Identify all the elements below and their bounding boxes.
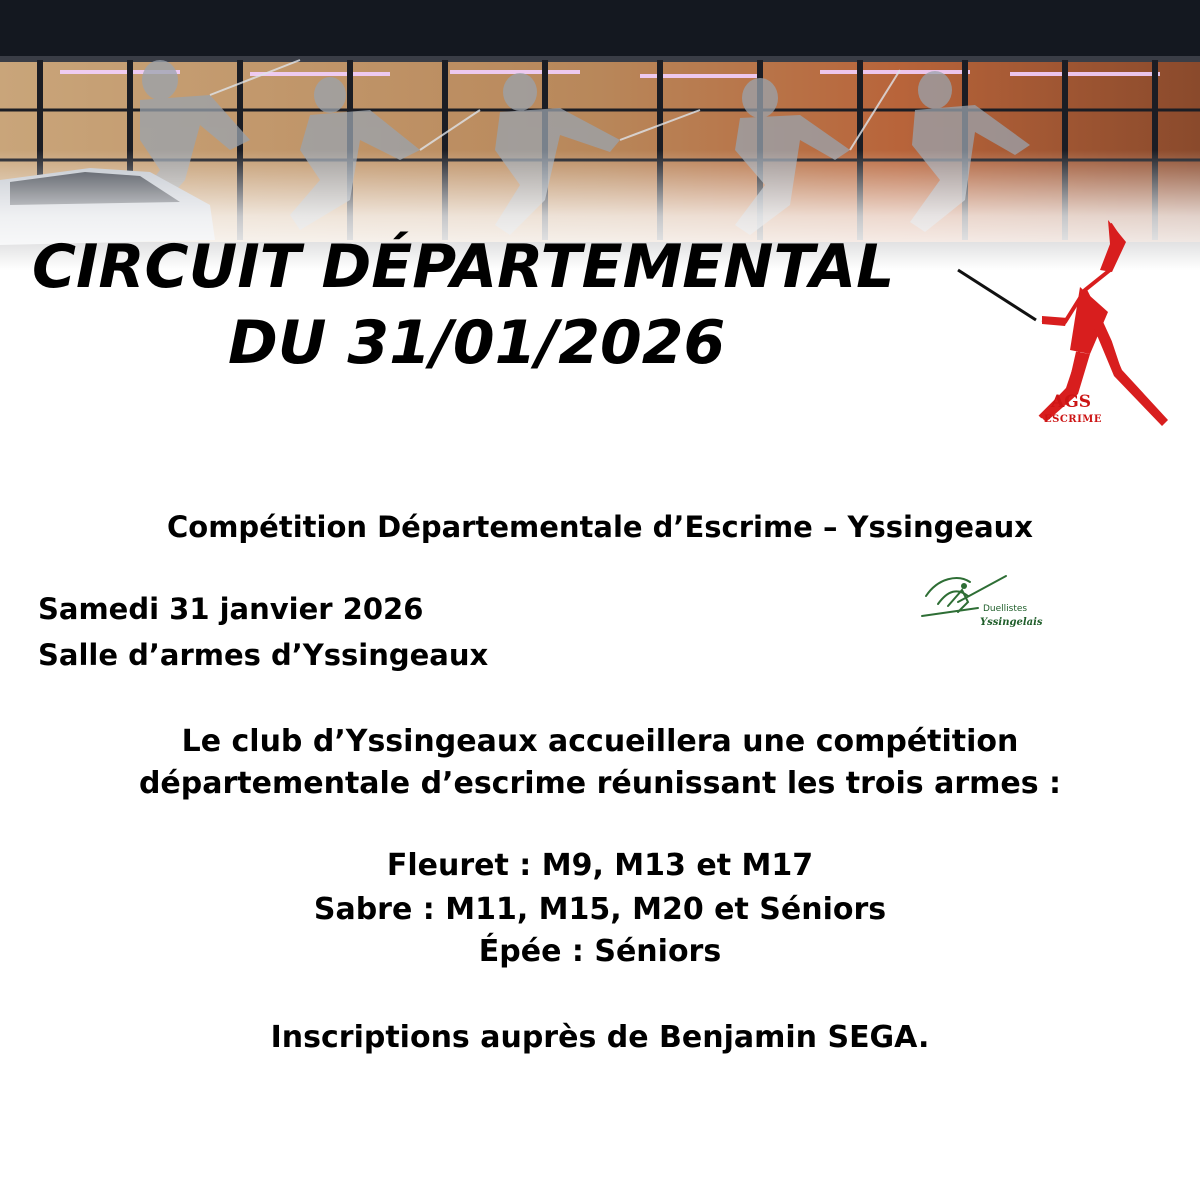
duellistes-logo-text: Duellistes bbox=[983, 604, 1028, 614]
weapon-epee: Épée : Séniors bbox=[478, 934, 722, 969]
ags-logo-text: AGS bbox=[1051, 392, 1091, 412]
event-venue: Salle d’armes d’Yssingeaux bbox=[38, 638, 489, 672]
event-date: Samedi 31 janvier 2026 bbox=[38, 592, 424, 626]
duellistes-logo-subtext: Yssingelais bbox=[980, 617, 1043, 628]
registration-note: Inscriptions auprès de Benjamin SEGA. bbox=[270, 1020, 930, 1055]
ags-logo-subtext: ESCRIME bbox=[1044, 414, 1102, 425]
weapon-sabre: Sabre : M11, M15, M20 et Séniors bbox=[313, 892, 887, 927]
intro-line-1: Le club d’Yssingeaux accueillera une compétition bbox=[181, 724, 1019, 759]
page-title-line-1: CIRCUIT DÉPARTEMENTAL bbox=[32, 232, 895, 302]
page-title-line-2: DU 31/01/2026 bbox=[228, 308, 726, 378]
event-subtitle: Compétition Départementale d’Escrime – Yssingeaux bbox=[166, 510, 1033, 544]
intro-line-2: départementale d’escrime réunissant les trois armes : bbox=[138, 766, 1062, 801]
weapon-foil: Fleuret : M9, M13 et M17 bbox=[386, 848, 814, 883]
